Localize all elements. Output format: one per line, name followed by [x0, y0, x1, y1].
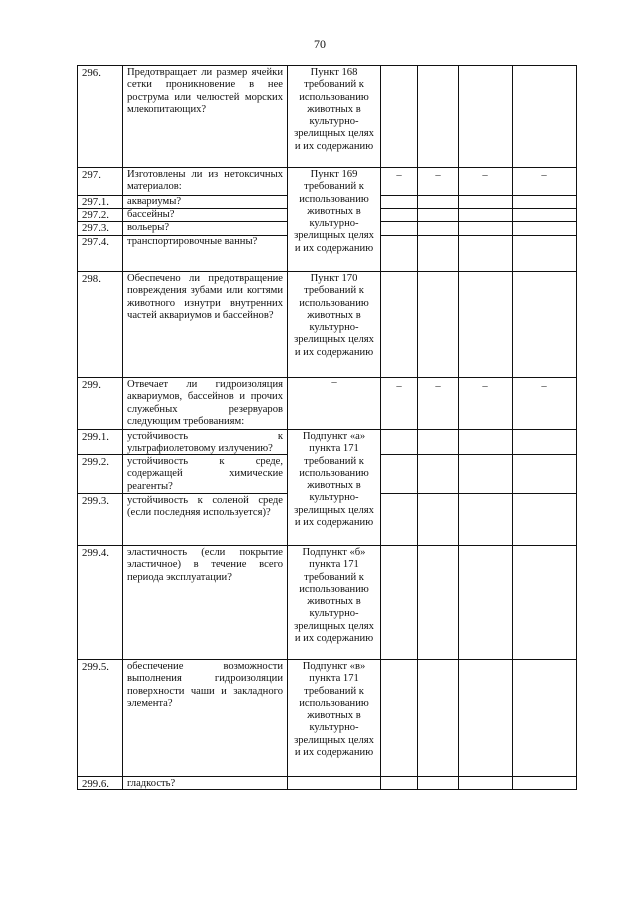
dash-mark: – — [541, 381, 547, 392]
row-number: 299.3. — [82, 495, 109, 507]
legal-basis: – — [331, 377, 337, 388]
question-text: транспортировочные ванны? — [127, 236, 258, 247]
legal-basis: Пункт 168 требований к использованию животных в культурно-зрелищных целях и их содержанию — [294, 67, 374, 152]
row-number: 297.3. — [82, 222, 109, 234]
question-text: вольеры? — [127, 222, 170, 233]
row-number: 297. — [82, 169, 101, 181]
dash-mark: – — [482, 170, 488, 181]
legal-basis: Пункт 169 требований к использованию животных в культурно-зрелищных целях и их содержанию — [294, 169, 374, 254]
dash-mark: – — [435, 381, 441, 392]
dash-mark: – — [541, 170, 547, 181]
row-number: 299.1. — [82, 431, 109, 443]
question-text: устойчивость к соленой среде (если последняя используется)? — [127, 495, 283, 519]
question-text: Изготовлены ли из нетоксичных материалов: — [127, 169, 283, 193]
row-number: 297.4. — [82, 236, 109, 248]
row-number: 299.4. — [82, 547, 109, 559]
question-text: аквариумы? — [127, 196, 182, 207]
row-number: 296. — [82, 67, 101, 79]
question-text: бассейны? — [127, 209, 175, 220]
row-number: 299.5. — [82, 661, 109, 673]
dash-mark: – — [396, 170, 402, 181]
question-text: устойчивость к ультрафиолетовому излучению? — [127, 431, 283, 455]
row-number: 299. — [82, 379, 101, 391]
dash-mark: – — [435, 170, 441, 181]
question-text: Предотвращает ли размер ячейки сетки проникновение в нее рострума или челюстей морских млекопитающих? — [127, 67, 283, 115]
question-text: гладкость? — [127, 778, 176, 789]
page-number: 70 — [314, 37, 326, 51]
question-text: обеспечение возможности выполнения гидроизоляции поверхности чаши и закладного элемента? — [127, 661, 283, 709]
row-number: 299.2. — [82, 456, 109, 468]
row-number: 299.6. — [82, 778, 109, 790]
legal-basis: Подпункт «а» пункта 171 требований к использованию животных в культурно-зрелищных целях и их содержанию — [294, 431, 374, 529]
row-number: 297.1. — [82, 196, 109, 208]
row-number: 297.2. — [82, 209, 109, 221]
legal-basis: Пункт 170 требований к использованию животных в культурно-зрелищных целях и их содержанию — [294, 273, 374, 358]
row-number: 298. — [82, 273, 101, 285]
question-text: Обеспечено ли предотвращение повреждения зубами или когтями животного изнутри внутренних частей аквариумов и бассейнов? — [127, 273, 283, 321]
legal-basis: Подпункт «в» пункта 171 требований к использованию животных в культурно-зрелищных целях и их содержанию — [294, 661, 374, 759]
legal-basis: Подпункт «б» пункта 171 требований к использованию животных в культурно-зрелищных целях и их содержанию — [294, 547, 374, 645]
question-text: Отвечает ли гидроизоляция аквариумов, бассейнов и прочих служебных резервуаров следующим требованиям: — [127, 379, 283, 427]
dash-mark: – — [396, 381, 402, 392]
question-text: эластичность (если покрытие эластичное) в течение всего периода эксплуатации? — [127, 547, 283, 583]
dash-mark: – — [482, 381, 488, 392]
question-text: устойчивость к среде, содержащей химические реагенты? — [127, 456, 283, 492]
